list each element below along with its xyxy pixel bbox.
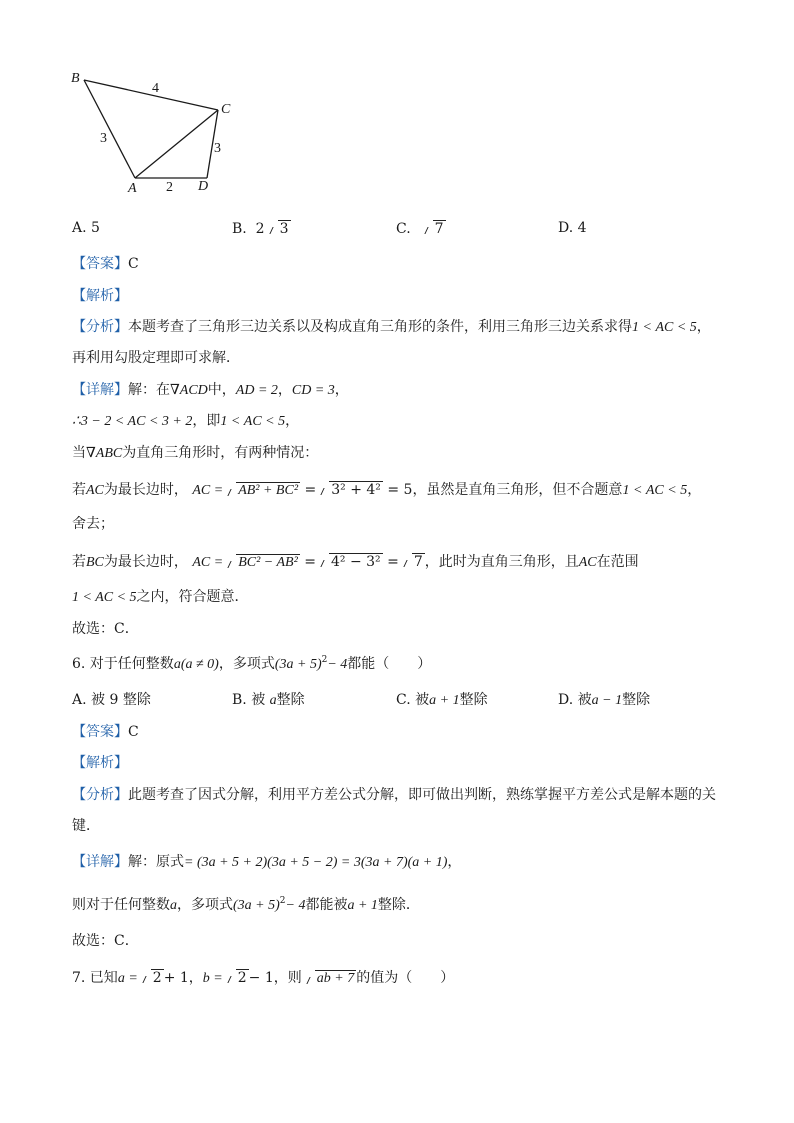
q6-analysis-line2: 键．	[72, 818, 100, 834]
label-B: B	[71, 71, 80, 86]
q5-option-a: A. 5	[72, 220, 100, 236]
q5-option-c: C. 7	[396, 221, 444, 237]
label-A: A	[128, 181, 137, 196]
edge-label-AD: 2	[166, 180, 173, 195]
q5-case1: 若AC为最长边时， AC = AB² + BC² = 3² + 4² = 5，虽然是直角三角形，但不合题意1 < AC < 5，	[72, 482, 702, 498]
label-D: D	[198, 179, 209, 194]
q5-case2: 若BC为最长边时， AC = BC² − AB² = 4² − 3² = 7 ，此时为直角三角形，且AC在范围	[72, 554, 639, 570]
edge-label-AB: 3	[100, 131, 107, 146]
q5-analysis-tag: 【解析】	[72, 288, 128, 304]
label-C: C	[221, 102, 231, 117]
q5-case2-line2: 1 < AC < 5之内，符合题意．	[72, 589, 249, 605]
edge-label-BC: 4	[152, 81, 159, 96]
q6-detail: 【详解】解：原式= (3a + 5 + 2)(3a + 5 − 2) = 3(3a + 7)(a + 1)，	[72, 854, 462, 870]
q5-detail-line2: ∴3 − 2 < AC < 3 + 2，即1 < AC < 5，	[72, 413, 300, 429]
q6-conclusion: 则对于任何整数a，多项式$(3a + 5)^2- 4$都能被a + 1整除．	[72, 896, 420, 913]
edge-BC	[84, 80, 218, 110]
quadrilateral-figure	[62, 66, 262, 196]
q5-detail-line1: 【详解】解：在∇ACD中，AD = 2，CD = 3，	[72, 382, 349, 398]
q6-answer: 【答案】C	[72, 724, 139, 740]
edge-label-CD: 3	[214, 141, 221, 156]
q5-analysis: 【分析】本题考查了三角形三边关系以及构成直角三角形的条件，利用三角形三边关系求得1 < AC < 5，	[72, 319, 711, 335]
q6-analysis: 【分析】此题考查了因式分解，利用平方差公式分解，即可做出判断，熟练掌握平方差公式是解本题的关	[72, 787, 716, 803]
q5-choose: 故选：C．	[72, 621, 139, 637]
q5-detail-line3: 当∇ABC为直角三角形时，有两种情况：	[72, 445, 319, 461]
q6-choose: 故选：C．	[72, 933, 139, 949]
q6-option-b: B. 被 a整除	[232, 692, 305, 708]
q5-option-d: D. 4	[558, 220, 587, 236]
q6-option-a: A. 被 9 整除	[72, 692, 151, 708]
q6-stem: 6. 对于任何整数a(a ≠ 0)，多项式$(3a + 5)^2- 4$都能（ ）	[72, 655, 432, 672]
q5-option-b: B. 2 3	[232, 221, 289, 237]
q5-answer: 【答案】C	[72, 256, 139, 272]
q6-option-d: D. 被a − 1整除	[558, 692, 651, 708]
q6-analysis-tag: 【解析】	[72, 755, 128, 771]
q6-option-c: C. 被a + 1整除	[396, 692, 488, 708]
edge-BA	[84, 80, 135, 178]
q5-case1-line2: 舍去；	[72, 516, 114, 532]
q7-stem: 7. 已知a = 2 + 1，b = 2 − 1，则 ab + 7 的值为（ ）	[72, 970, 455, 986]
q5-analysis-line2: 再利用勾股定理即可求解．	[72, 350, 240, 366]
diagonal-AC	[135, 110, 218, 178]
